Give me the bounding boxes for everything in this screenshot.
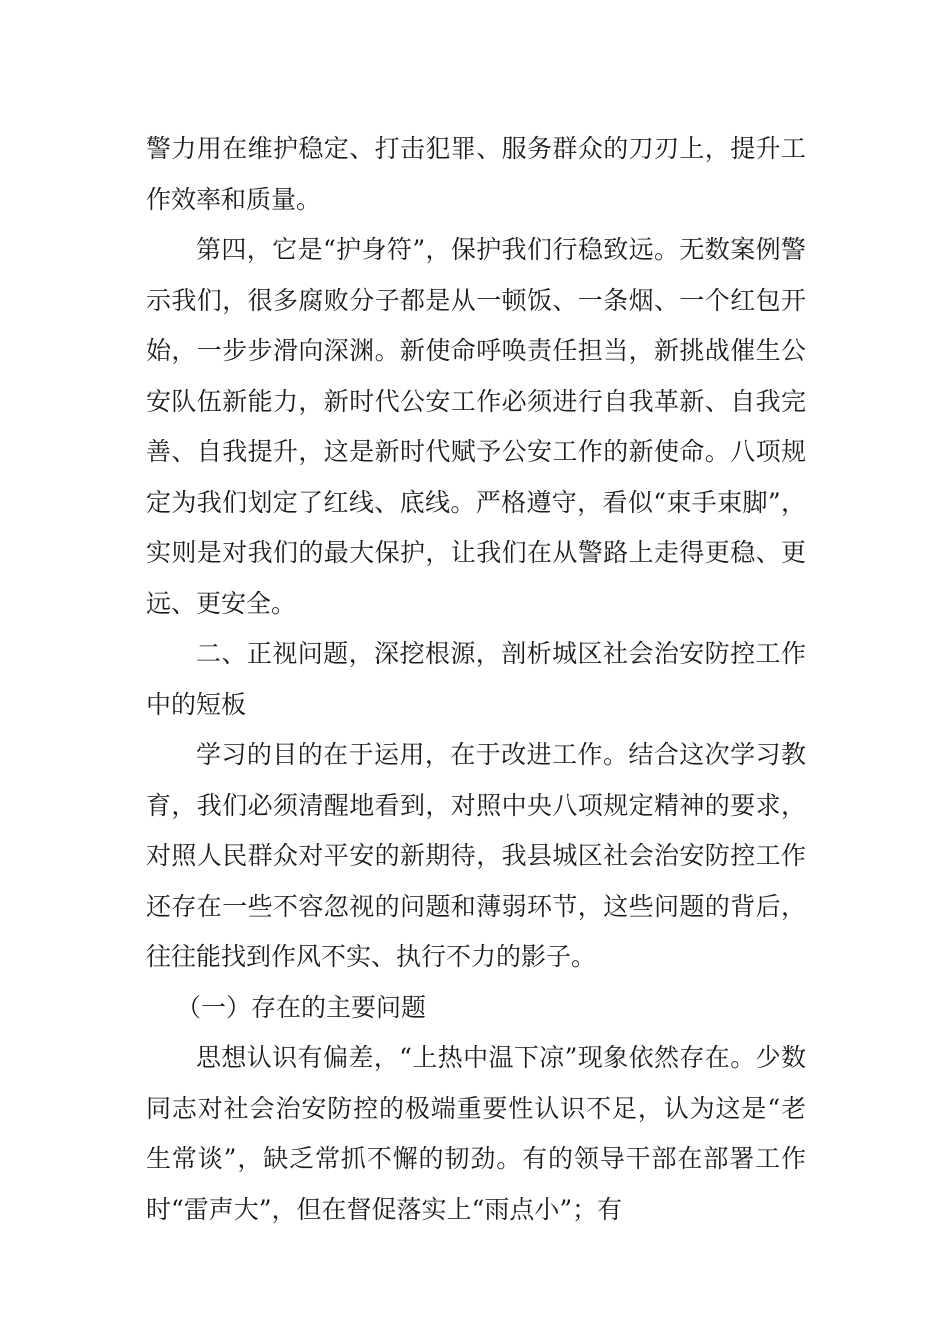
- document-body: [146, 124, 806, 1235]
- paragraph-continuation: 警力用在维护稳定、打击犯罪、服务群众的刀刃上，提升工作效率和质量。: [146, 134, 806, 214]
- section-heading-two: 二、正视问题，深挖根源，剖析城区社会治安防控工作中的短板: [146, 639, 806, 719]
- paragraph-fourth-point: 第四，它是“护身符”，保护我们行稳致远。无数案例警示我们，很多腐败分子都是从一顿饭、一条烟、一个红包开始，一步步滑向深渊。新使命呼唤责任担当，新挑战催生公安队伍新能力，新时代公安工作必须进行自我革新、自我完善、自我提升，这是新时代赋予公安工作的新使命。八项规定为我们划定了红线、底线。严格遵守，看似“束手束脚”，实则是对我们的最大保护，让我们在从警路上走得更稳、更远、更安全。: [146, 235, 806, 618]
- paragraph-study-purpose: 学习的目的在于运用，在于改进工作。结合这次学习教育，我们必须清醒地看到，对照中央八项规定精神的要求，对照人民群众对平安的新期待，我县城区社会治安防控工作还存在一些不容忽视的问题和薄弱环节，这些问题的背后，往往能找到作风不实、执行不力的影子。: [146, 740, 806, 971]
- paragraph-ideological-bias: 思想认识有偏差，“上热中温下凉”现象依然存在。少数同志对社会治安防控的极端重要性认识不足，认为这是“老生常谈”，缺乏常抓不懈的韧劲。有的领导干部在部署工作时“雷声大”，但在督促落实上“雨点小”；有: [146, 1043, 806, 1224]
- subheading-main-problems: （一）存在的主要问题: [176, 992, 427, 1022]
